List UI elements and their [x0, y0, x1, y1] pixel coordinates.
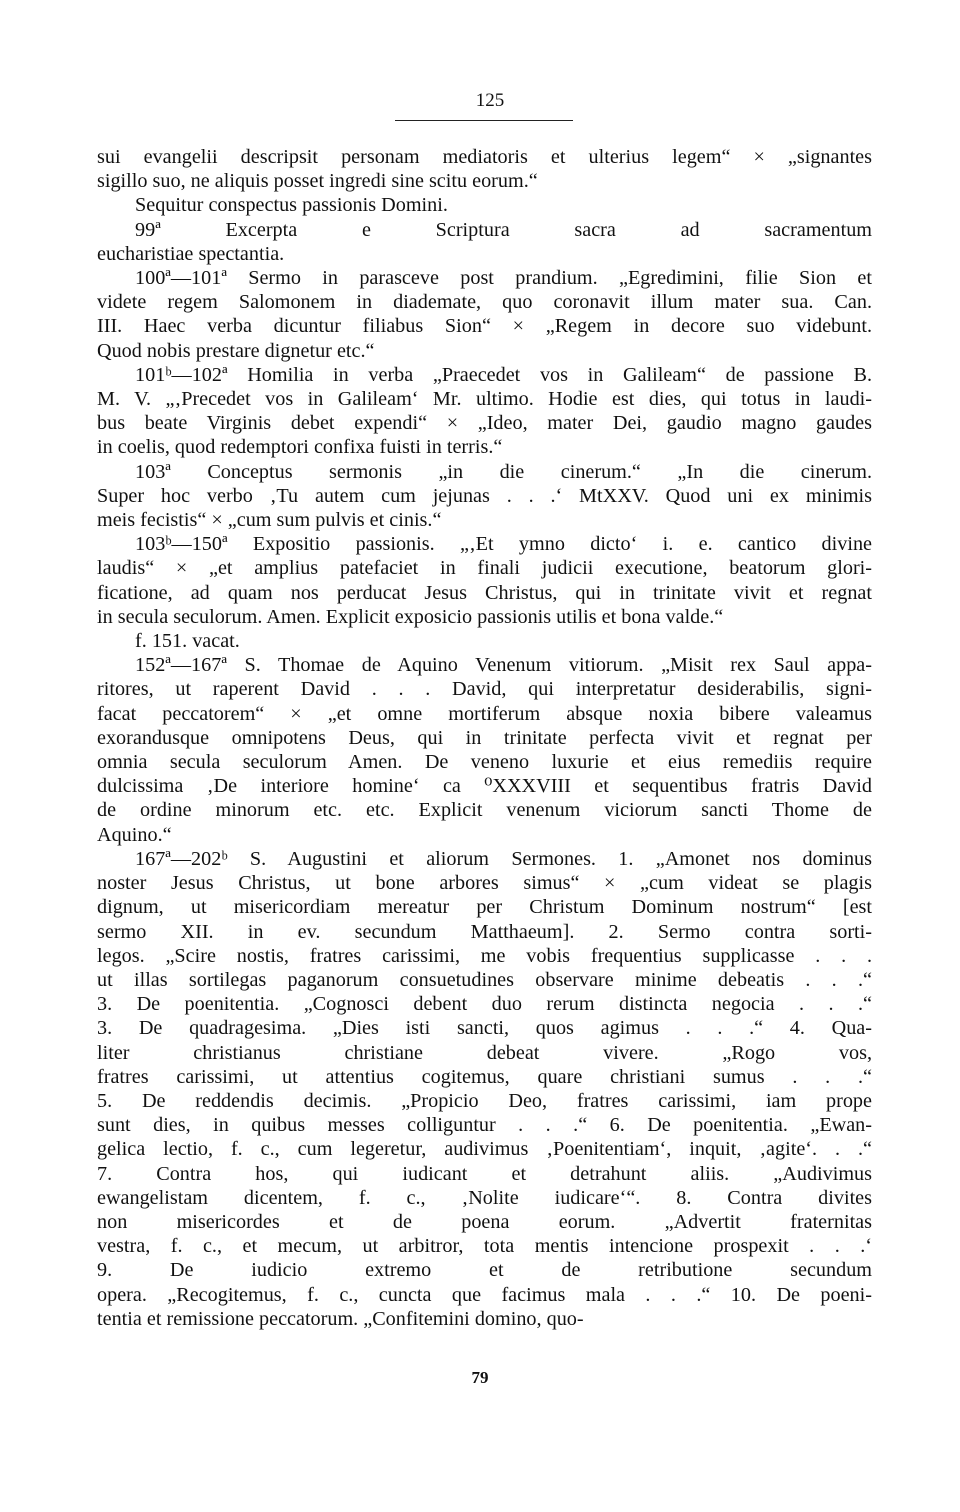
- text-line: ewangelistam dicentem, f. c., ‚Nolite iudicare‘“. 8. Contra divites: [97, 1186, 872, 1209]
- text-line: ficatione, ad quam nos perducat Jesus Christus, qui in trinitate vivit et regnat: [97, 581, 872, 604]
- text-line: eucharistiae spectantia.: [97, 242, 285, 265]
- text-line: non misericordes et de poena eorum. „Advertit fraternitas: [97, 1210, 872, 1233]
- text-line: ritores, ut raperent David . . . David, qui interpretatur desiderabilis, signi-: [97, 678, 872, 701]
- text-line: M. V. „‚Precedet vos in Galileam‘ Mr. ultimo. Hodie est dies, qui totus in laudi-: [97, 388, 872, 411]
- text-line: in secula seculorum. Amen. Explicit exposicio passionis utilis et bona valde.“: [97, 605, 724, 628]
- text-line: III. Haec verba dicuntur filiabus Sion“ × „Regem in decore suo videbunt.: [97, 315, 872, 338]
- text-line: 167ª—202ᵇ S. Augustini et aliorum Sermones. 1. „Amonet nos dominus: [135, 847, 872, 870]
- text-line: sui evangelii descripsit personam mediatoris et ulterius legem“ × „signantes: [97, 146, 872, 168]
- text-line: 7. Contra hos, qui iudicant et detrahunt aliis. „Audivimus: [97, 1162, 872, 1185]
- text-line: 5. De reddendis decimis. „Propicio Deo, fratres carissimi, iam prope: [97, 1089, 872, 1112]
- text-line: de ordine minorum etc. etc. Explicit venenum viciorum sancti Thome de: [97, 799, 872, 822]
- text-line: bus beate Virginis debet expendi“ × „Ideo, mater Dei, gaudio magno gaudes: [97, 412, 872, 435]
- text-line: 9. De iudicio extremo et de retributione secundum: [97, 1259, 872, 1282]
- text-line: f. 151. vacat.: [135, 630, 240, 653]
- text-line: sunt dies, in quibus messes colliguntur . . .“ 6. De poenitentia. „Ewan-: [97, 1114, 872, 1137]
- text-line: 3. De quadragesima. „Dies isti sancti, quos agimus . . .“ 4. Qua-: [97, 1017, 872, 1040]
- text-line: 103ª Conceptus sermonis „in die cinerum.“ „In die cinerum.: [135, 460, 872, 483]
- text-line: 101ᵇ—102ª Homilia in verba „Praecedet vos in Galileam“ de passione B.: [135, 363, 872, 386]
- text-line: meis fecistis“ × „cum sum pulvis et cinis.“: [97, 509, 442, 532]
- text-line: gelica lectio, f. c., cum legeretur, audivimus ‚Poenitentiam‘, inquit, ‚agite‘. . .“: [97, 1138, 872, 1161]
- text-line: opera. „Recogitemus, f. c., cuncta que facimus mala . . .“ 10. De poeni-: [97, 1283, 872, 1306]
- text-line: Aquino.“: [97, 823, 172, 846]
- page-number: 125: [475, 90, 505, 111]
- text-line: sermo XII. in ev. secundum Matthaeum]. 2. Sermo contra sorti-: [97, 920, 872, 943]
- text-line: in coelis, quod redemptori confixa fuisti in terris.“: [97, 436, 503, 459]
- text-line: tentia et remissione peccatorum. „Confitemini domino, quo-: [97, 1307, 584, 1330]
- text-line: facat peccatorem“ × „et omne mortiferum absque noxia bibere valeamus: [97, 702, 872, 725]
- text-line: fratres carissimi, ut attentius cogitemus, quare christiani sumus . . .“: [97, 1065, 872, 1088]
- text-line: exorandusque omnipotens Deus, qui in trinitate perfecta vivit et regnat per: [97, 726, 872, 749]
- text-line: Super hoc verbo ‚Tu autem cum jejunas . . .‘ MtXXV. Quod uni ex minimis: [97, 484, 872, 507]
- text-line: 103ᵇ—150ª Expositio passionis. „‚Et ymno dicto‘ i. e. cantico divine: [135, 533, 872, 556]
- folio-number: 79: [471, 1368, 489, 1387]
- text-line: 99ª Excerpta e Scriptura sacra ad sacramentum: [135, 218, 872, 241]
- text-line: 3. De poenitentia. „Cognosci debent duo rerum distincta negocia . . .“: [97, 993, 872, 1016]
- text-line: noster Jesus Christus, ut bone arbores simus“ × „cum videat se plagis: [97, 872, 872, 895]
- text-line: dignum, ut misericordiam mereatur per Christum Dominum nostrum“ [est: [97, 896, 872, 919]
- header-rule: [395, 120, 573, 121]
- text-line: sigillo suo, ne aliquis posset ingredi sine scitu eorum.“: [97, 170, 538, 193]
- text-line: 152ª—167ª S. Thomae de Aquino Venenum vitiorum. „Misit rex Saul appa-: [135, 654, 872, 677]
- text-line: dulcissima ‚De interiore homine‘ ca ⁰XXXVIII et sequentibus fratris David: [97, 775, 872, 798]
- text-line: omnia secula seculorum Amen. De veneno luxurie et eius remediis require: [97, 751, 872, 774]
- text-line: liter christianus christiane debeat vivere. „Rogo vos,: [97, 1041, 872, 1064]
- body-text: [97, 145, 872, 1331]
- text-line: Quod nobis prestare dignetur etc.“: [97, 339, 375, 362]
- text-line: Sequitur conspectus passionis Domini.: [135, 194, 448, 217]
- text-line: videte regem Salomonem in diademate, quo coronavit illum mater sua. Can.: [97, 291, 872, 314]
- text-line: legos. „Scire nostis, fratres carissimi, me vobis frequentius supplicasse . . .: [97, 944, 872, 967]
- text-line: laudis“ × „et amplius patefaciet in finali judicii executione, beatorum glori-: [97, 557, 872, 580]
- text-line: 100ª—101ª Sermo in parasceve post prandium. „Egredimini, filie Sion et: [135, 267, 872, 290]
- text-line: vestra, f. c., et mecum, ut arbitror, tota mentis intencione prospexit . . .‘: [97, 1235, 872, 1258]
- text-line: ut illas sortilegas paganorum consuetudines observare minime debeatis . . .“: [97, 968, 872, 991]
